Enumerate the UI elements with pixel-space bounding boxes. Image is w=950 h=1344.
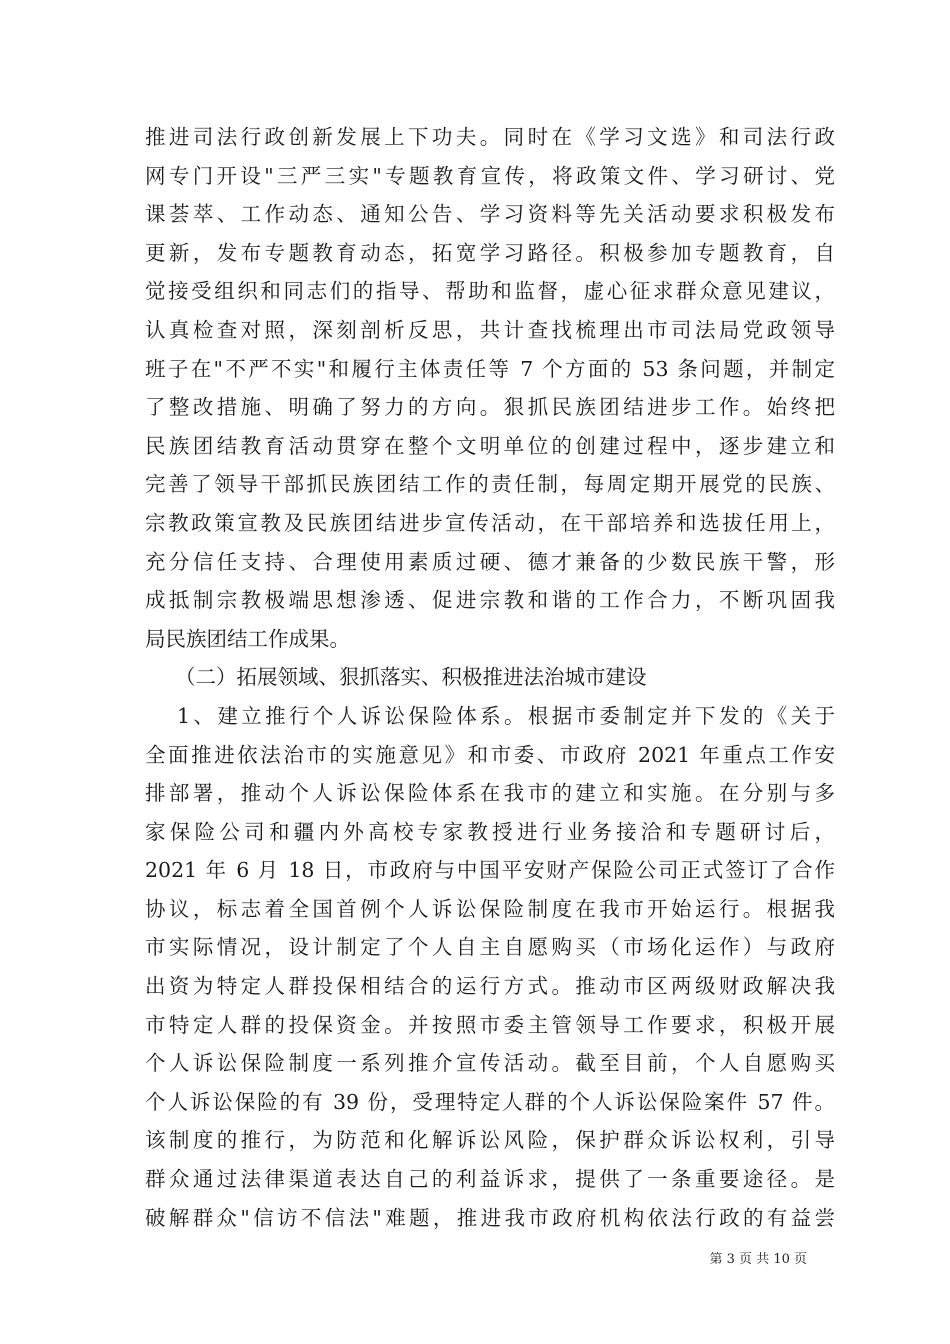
paragraph-line: 推进司法行政创新发展上下功夫。同时在《学习文选》和司法行政: [145, 125, 835, 149]
paragraph-line: 网专门开设"三严三实"专题教育宣传，将政策文件、学习研讨、党: [145, 163, 835, 188]
paragraph-line: 成抵制宗教极端思想渗透、促进宗教和谐的工作合力，不断巩固我: [145, 588, 835, 613]
paragraph-line: 认真检查对照，深刻剖析反思，共计查找梳理出市司法局党政领导: [145, 317, 835, 342]
paragraph-line: 破解群众"信访不信法"难题，推进我市政府机构依法行政的有益尝: [145, 1205, 835, 1230]
paragraph-line: 2021 年 6 月 18 日，市政府与中国平安财产保险公司正式签订了合作: [145, 858, 835, 883]
paragraph-line: 课荟萃、工作动态、通知公告、学习资料等先关活动要求积极发布: [145, 202, 835, 227]
paragraph-line: 家保险公司和疆内外高校专家教授进行业务接洽和专题研讨后，: [145, 819, 835, 844]
paragraph-line: 班子在"不严不实"和履行主体责任等 7 个方面的 53 条问题，并制定: [145, 356, 835, 381]
paragraph-line: 完善了领导干部抓民族团结工作的责任制，每周定期开展党的民族、: [145, 472, 835, 497]
paragraph-line: 个人诉讼保险制度一系列推介宣传活动。截至目前，个人自愿购买: [145, 1051, 835, 1076]
paragraph-line: 排部署，推动个人诉讼保险体系在我市的建立和实施。在分别与多: [145, 781, 835, 806]
paragraph-line: 群众通过法律渠道表达自己的利益诉求，提供了一条重要途径。是: [145, 1167, 835, 1192]
paragraph-line: 局民族团结工作成果。: [145, 626, 350, 651]
paragraph-line: 宗教政策宣教及民族团结进步宣传活动，在干部培养和选拔任用上，: [145, 510, 835, 535]
page-number-footer: 第 3 页 共 10 页: [709, 1252, 807, 1267]
paragraph-line: 1、建立推行个人诉讼保险体系。根据市委制定并下发的《关于: [177, 703, 835, 728]
paragraph-line: 市特定人群的投保资金。并按照市委主管领导工作要求，积极开展: [145, 1012, 835, 1037]
paragraph-line: 市实际情况，设计制定了个人自主自愿购买（市场化运作）与政府: [145, 935, 835, 960]
paragraph-line: 协议，标志着全国首例个人诉讼保险制度在我市开始运行。根据我: [145, 896, 835, 921]
paragraph-line: 个人诉讼保险的有 39 份，受理特定人群的个人诉讼保险案件 57 件。: [145, 1089, 835, 1114]
paragraph-line: 了整改措施、明确了努力的方向。狠抓民族团结进步工作。始终把: [145, 395, 835, 420]
paragraph-line: 全面推进依法治市的实施意见》和市委、市政府 2021 年重点工作安: [145, 742, 835, 767]
paragraph-line: 该制度的推行，为防范和化解诉讼风险，保护群众诉讼权利，引导: [145, 1128, 835, 1153]
paragraph-line: 出资为特定人群投保相结合的运行方式。推动市区两级财政解决我: [145, 974, 835, 999]
paragraph-line: 觉接受组织和同志们的指导、帮助和监督，虚心征求群众意见建议，: [145, 279, 835, 304]
document-body: [145, 118, 835, 1237]
paragraph-line: 民族团结教育活动贯穿在整个文明单位的创建过程中，逐步建立和: [145, 433, 835, 458]
section-heading: （二）拓展领域、狠抓落实、积极推进法治城市建设: [175, 665, 647, 690]
paragraph-line: 更新，发布专题教育动态，拓宽学习路径。积极参加专题教育，自: [145, 240, 835, 265]
paragraph-line: 充分信任支持、合理使用素质过硬、德才兼备的少数民族干警，形: [145, 549, 835, 574]
